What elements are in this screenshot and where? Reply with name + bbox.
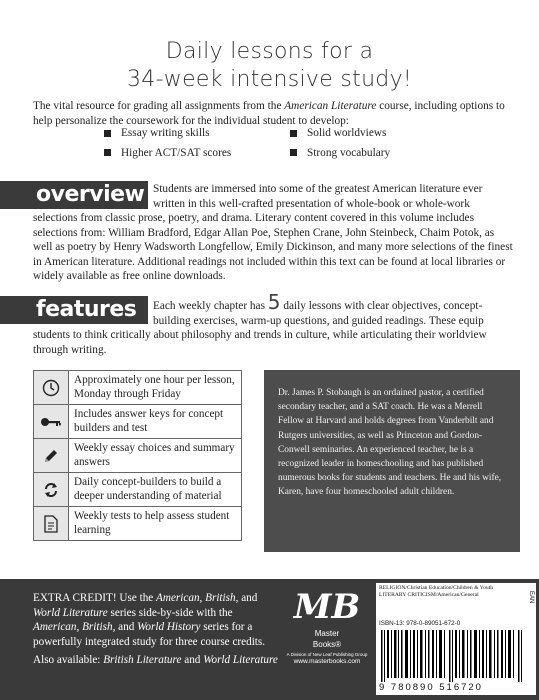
bullet-item [290,146,444,161]
headline [0,38,539,94]
also-available-text [33,653,283,668]
text-run: , and [112,621,138,633]
features-text-before: Each weekly chapter has [153,300,268,312]
feature-label: Includes answer keys for concept builders and test [69,405,241,438]
features-paragraph [33,290,515,357]
feature-label: Daily concept-builders to build a deeper understanding of material [69,473,241,506]
text-run: series side-by-side with the [107,606,233,619]
headline-line-2: 34-week intensive study! [126,67,413,92]
headline-line-1: Daily lessons for a [165,39,374,64]
skills-bullet-list [104,126,444,160]
series-title: World Literature [203,654,278,666]
intro-paragraph [33,99,513,128]
logo-name-line-1: Master [314,629,340,638]
series-title: British [205,592,236,604]
barcode [379,630,529,682]
banner-spacer [33,182,153,210]
series-title: British [82,621,113,633]
text-run: Also available: [33,654,104,666]
feature-row [34,506,241,540]
logo-name-line-2: Books® [312,640,342,649]
feature-row [34,472,241,506]
text-run: , [76,621,83,633]
clock-icon [34,371,69,404]
feature-list [33,370,242,541]
text-run: and [181,654,204,666]
features-text-after: daily lessons with clear objectives, concept-building exercises, warm-up questions, and guided readings. These equip students to think critically about philosophy and trends in culture, while articulating their worldview through writing. [33,300,487,356]
bullet-label: Solid worldviews [307,127,387,139]
feature-label: Weekly essay choices and summary answers [69,439,241,472]
feature-row [34,371,241,404]
logo-mark: MB [293,587,361,627]
key-icon [34,405,69,438]
footer-bar [0,579,539,700]
bullet-item [104,146,290,161]
series-title: American [33,621,77,633]
series-title: American [156,592,200,604]
document-icon [34,507,69,540]
overview-banner: overview [0,181,148,209]
features-banner: features [0,296,148,324]
lesson-count: 5 [267,290,281,314]
logo-url: www.masterbooks.com [293,658,361,665]
text-run: EXTRA CREDIT! Use the [33,592,157,604]
series-title: British Literature [103,654,182,666]
author-bio-box [264,370,520,552]
bullet-item [104,126,290,141]
series-title: World History [137,621,201,633]
cycle-arrows-icon [34,473,69,506]
isbn-box [376,583,536,695]
bisac-category: RELIGION/Christian Education/Children & Youth LITERARY CRITICISM/American/General [379,585,494,598]
master-books-logo [286,587,368,697]
overview-paragraph [33,182,515,284]
isbn-number: ISBN-13: 978-0-89051-672-0 [379,620,461,627]
square-bullet-icon [104,149,111,156]
bullet-label: Essay writing skills [121,127,210,139]
feature-row [34,438,241,472]
square-bullet-icon [290,149,297,156]
pencil-icon [34,439,69,472]
extra-credit-text [33,591,273,649]
series-title: World Literature [33,606,108,619]
square-bullet-icon [104,130,111,137]
square-bullet-icon [290,130,297,137]
text-run: , and [235,592,258,604]
barcode-digits: 9 780890 516720 [379,682,483,693]
author-bio-text: Dr. James P. Stobaugh is an ordained pastor, a certified secondary teacher, and a SAT coach. He was a Merrell Fellow at Harvard and holds degrees from Vanderbilt and Rutgers universities, as well as Princeton and Gordon-Conwell seminaries. An experienced teacher, he is a recognized leader in homeschooling and has published numerous books for students and teachers. He and his wife, Karen, have four homeschooled adult children. [278,388,502,498]
text-run: series for a powerfully integrated study for three course credits. [33,621,266,648]
feature-label: Weekly tests to help assess student learning [69,507,241,540]
overview-text: Students are immersed into some of the greatest American literature ever written in this well-crafted presentation of whole-book or whole-work selections from classic prose, poetry, and drama. Literary content covered in this volume includes selections from: William Bradford, Edgar Allan Poe, Stephen Crane, John Steinbeck, Chaim Potok, as well as poetry by Henry Wadsworth Longfellow, Emily Dickinson, and many more selections of the finest in American literature. Additional readings not included within this text can be found at local libraries or widely available as free online downloads. [33,183,513,282]
bullet-item [290,126,444,141]
banner-spacer [33,296,153,324]
intro-text-before: The vital resource for grading all assignments from the [33,100,285,112]
logo-subtitle: A Division of New Leaf Publishing Group [286,652,368,657]
bullet-label: Higher ACT/SAT scores [121,146,232,159]
feature-label: Approximately one hour per lesson, Monday through Friday [69,371,241,404]
intro-text-after: course, including options to help personalize the coursework for the individual student to develop: [33,100,505,127]
intro-course-title: American Literature [284,100,377,112]
ean-label: EAN [528,591,534,604]
feature-row [34,404,241,438]
text-run: , [199,592,206,604]
bullet-label: Strong vocabulary [307,146,391,159]
